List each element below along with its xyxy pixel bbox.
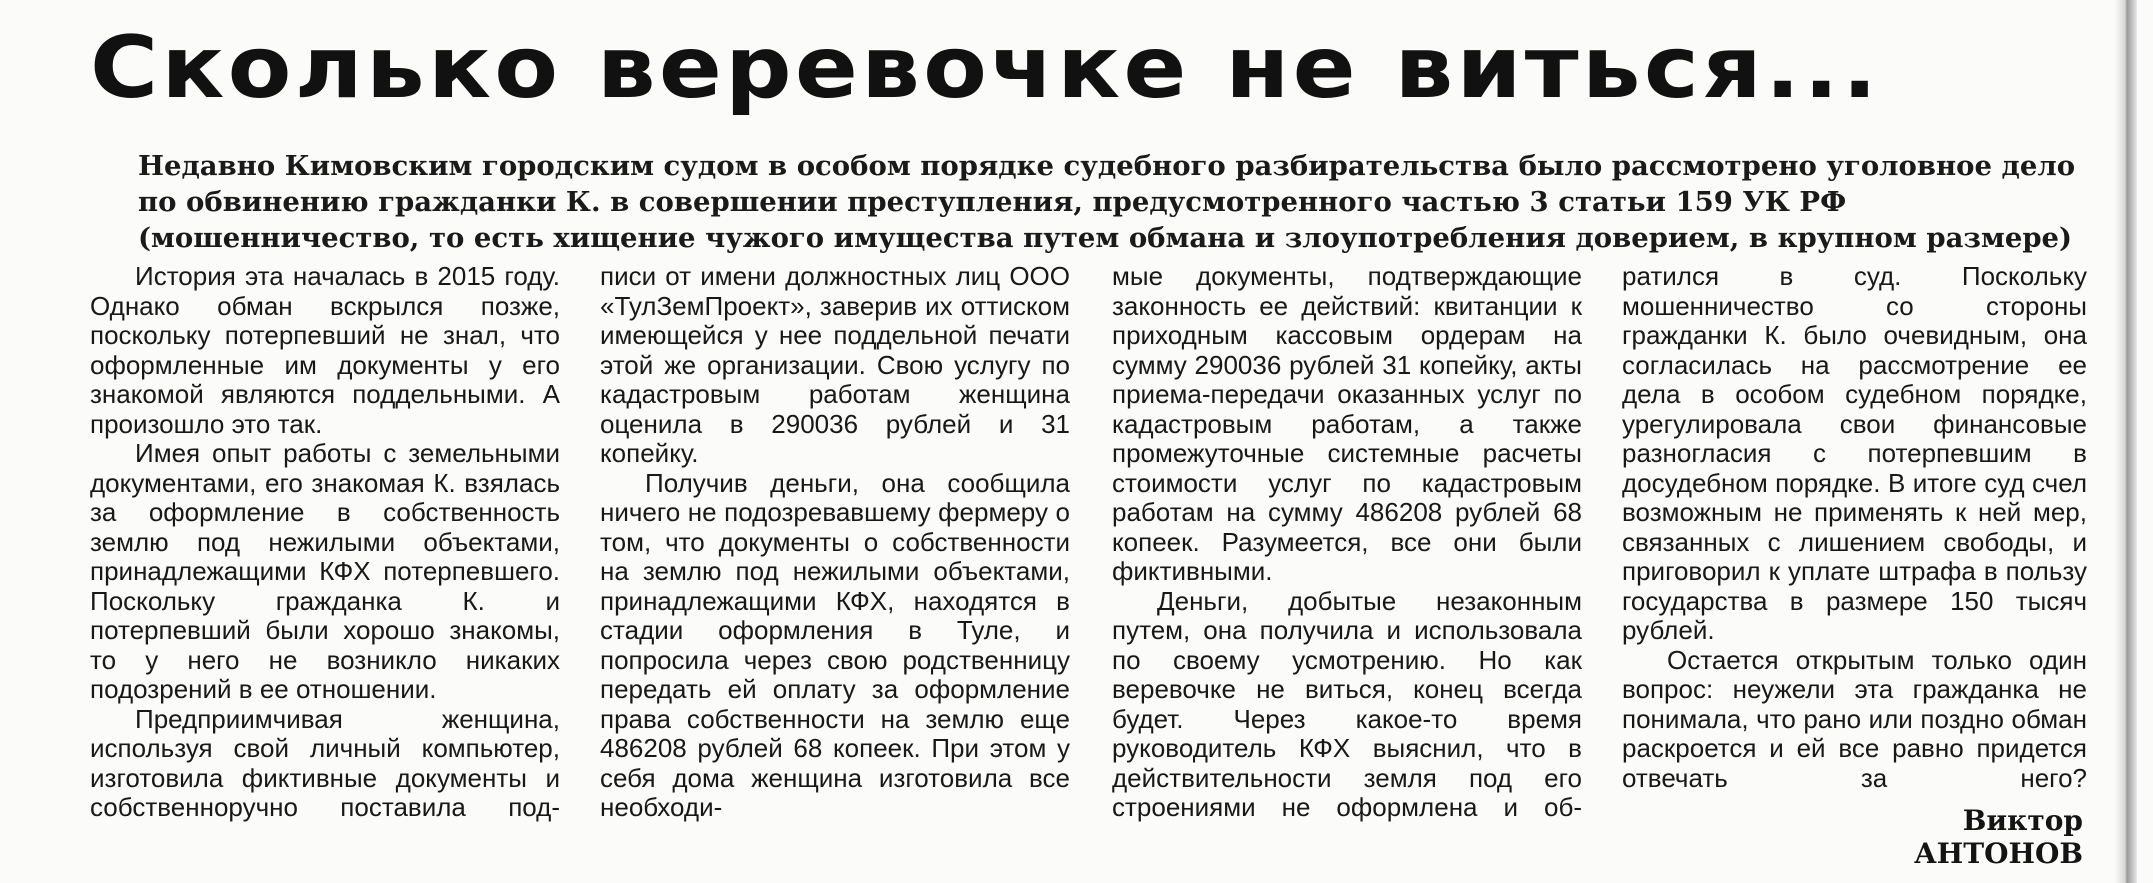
body-paragraph: Остается открытым только один вопрос: неужели эта гражданка не понимала, что рано или поздно обман раскроется и ей все равно придется отвечать за него? — [1622, 644, 2087, 793]
body-paragraph: Предприимчивая женщина, используя свой личный компьютер, изготовила фиктивные документы и собственноручно поставила под- — [90, 703, 560, 822]
body-paragraph: мые документы, подтверждающие законность ее действий: квитанции к приходным кассовым ордерам на сумму 290036 рублей 31 копейку, акты приема-передачи оказанных услуг по кадастровым работам, а также промежуточные системные расчеты стоимости услуг по кадастровым работам на сумму 486208 рублей 68 копеек. Разумеется, все они были фиктивными. — [1112, 261, 1582, 586]
text-column-1 — [90, 262, 560, 823]
body-paragraph: ратился в суд. Поскольку мошенничество со стороны гражданки К. было очевидным, она согласилась на рассмотрение ее дела в особом судебном порядке, урегулировала свои финансовые разногласия с потерпевшим в досудебном порядке. В итоге суд счел возможным не применять к ней мер, связанных с лишением свободы, и приговорил к уплате штрафа в пользу государства в размере 150 тысяч рублей. — [1622, 261, 2087, 645]
text-column-2 — [600, 262, 1070, 823]
headline: Сколько веревочке не виться... — [90, 18, 1881, 118]
body-paragraph: История эта началась в 2015 году. Однако обман вскрылся позже, поскольку потерпевший не знал, что оформленные им документы у его знакомой являются поддельными. А произошло это так. — [90, 261, 560, 439]
body-paragraph: Получив деньги, она сообщила ничего не подозревавшему фермеру о том, что документы о собственности на землю под нежилыми объектами, принадлежащими КФХ, находятся в стадии оформления в Туле, и попросила через свою родственницу передать ей оплату за оформление права собственности на землю еще 486208 рублей 68 копеек. При этом у себя дома женщина изготовила все необходи- — [600, 467, 1070, 822]
text-column-3 — [1112, 262, 1582, 823]
body-paragraph: Имея опыт работы с земельными документами, его знакомая К. взялась за оформление в собственность землю под нежилыми объектами, принадлежащими КФХ потерпевшего. Поскольку гражданка К. и потерпевший были хорошо знакомы, то у него не возникло никаких подозрений в ее отношении. — [90, 438, 560, 704]
lead-line: Недавно Кимовским городским судом в особом порядке судебного разбирательства было рассмотрено уголовное дело — [138, 150, 2076, 182]
lead-line: по обвинению гражданки К. в совершении преступления, предусмотренного частью 3 статьи 159 УК РФ — [138, 186, 1847, 218]
lead-line: (мошенничество, то есть хищение чужого имущества путем обмана и злоупотребления доверием, в крупном размере) — [138, 222, 2073, 254]
author-byline: Виктор АНТОНОВ — [1914, 804, 2083, 870]
lead-paragraph — [138, 148, 2076, 256]
body-paragraph: Деньги, добытые незаконным путем, она получила и использовала по своему усмотрению. Но как веревочке не виться, конец всегда будет. Через какое-то время руководитель КФХ выяснил, что в действительности земля под его строениями не оформлена и об- — [1112, 585, 1582, 822]
body-paragraph: писи от имени должностных лиц ООО «ТулЗемПроект», заверив их оттиском имеющейся у нее поддельной печати этой же организации. Свою услугу по кадастровым работам женщина оценила в 290036 рублей и 31 копейку. — [600, 261, 1070, 468]
page-edge-shadow — [2115, 0, 2137, 883]
text-column-4 — [1622, 262, 2087, 793]
